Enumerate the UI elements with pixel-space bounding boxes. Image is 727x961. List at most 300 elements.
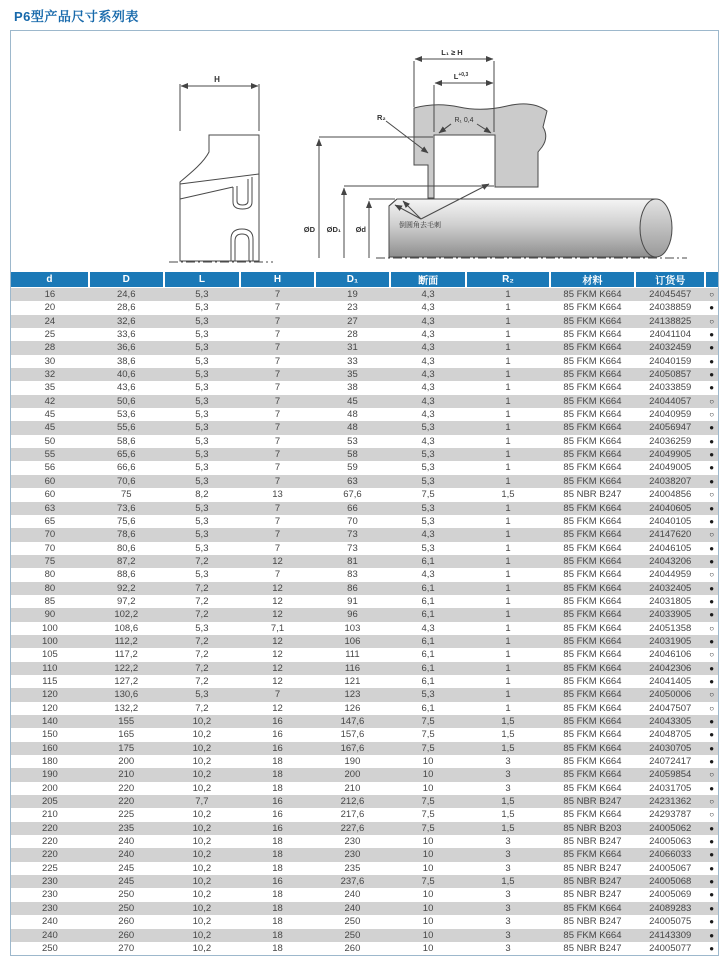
cell: 80 — [11, 568, 89, 581]
table-row — [11, 688, 718, 701]
cell: 85 FKM K664 — [550, 702, 636, 715]
stock-indicator: ○ — [705, 528, 718, 541]
cell: 121 — [315, 675, 390, 688]
stock-indicator: ● — [705, 742, 718, 755]
stock-indicator: ● — [705, 448, 718, 461]
cell: 10,2 — [164, 888, 240, 901]
cell: 4,3 — [390, 622, 466, 635]
stock-indicator: ● — [705, 902, 718, 915]
table-row — [11, 902, 718, 915]
cell: 24089283 — [635, 902, 705, 915]
cell: 87,2 — [89, 555, 164, 568]
cell: 10,2 — [164, 875, 240, 888]
cell: 24033859 — [635, 381, 705, 394]
cell: 73 — [315, 542, 390, 555]
stock-indicator: ● — [705, 368, 718, 381]
table-row — [11, 301, 718, 314]
table-row — [11, 328, 718, 341]
table-row — [11, 341, 718, 354]
cell: 205 — [11, 795, 89, 808]
cell: 100 — [11, 622, 89, 635]
cell: 10,2 — [164, 782, 240, 795]
column-header: 断面 — [390, 272, 466, 288]
cell: 1 — [466, 315, 549, 328]
cell: 12 — [240, 635, 315, 648]
stock-indicator: ● — [705, 728, 718, 741]
cell: 5,3 — [164, 341, 240, 354]
stock-indicator: ○ — [705, 288, 718, 302]
cell: 66 — [315, 502, 390, 515]
stock-indicator: ○ — [705, 768, 718, 781]
cell: 24045457 — [635, 288, 705, 302]
cell: 210 — [89, 768, 164, 781]
cell: 7 — [240, 355, 315, 368]
stock-indicator: ○ — [705, 395, 718, 408]
cell: 7 — [240, 515, 315, 528]
cell: 1 — [466, 395, 549, 408]
cell: 6,1 — [390, 702, 466, 715]
cell: 225 — [89, 808, 164, 821]
cell: 50 — [11, 435, 89, 448]
table-row — [11, 381, 718, 394]
cell: 1 — [466, 421, 549, 434]
cell: 12 — [240, 648, 315, 661]
cell: 7,5 — [390, 795, 466, 808]
table-row — [11, 315, 718, 328]
stock-indicator: ● — [705, 542, 718, 555]
cell: 200 — [315, 768, 390, 781]
cell: 3 — [466, 835, 549, 848]
cell: 24044959 — [635, 568, 705, 581]
cell: 18 — [240, 888, 315, 901]
cell: 7,5 — [390, 875, 466, 888]
stock-indicator: ○ — [705, 315, 718, 328]
cell: 165 — [89, 728, 164, 741]
l1-dimension-label: L₁ ≥ H — [441, 48, 463, 57]
cell: 85 FKM K664 — [550, 715, 636, 728]
cell: 7 — [240, 568, 315, 581]
cell: 85 FKM K664 — [550, 515, 636, 528]
cell: 12 — [240, 555, 315, 568]
cell: 16 — [240, 795, 315, 808]
cell: 5,3 — [164, 461, 240, 474]
cell: 7 — [240, 301, 315, 314]
cell: 212,6 — [315, 795, 390, 808]
cell: 190 — [11, 768, 89, 781]
cell: 24056947 — [635, 421, 705, 434]
cell: 85 FKM K664 — [550, 929, 636, 942]
cell: 1 — [466, 515, 549, 528]
cell: 33 — [315, 355, 390, 368]
cell: 5,3 — [164, 515, 240, 528]
cell: 5,3 — [164, 315, 240, 328]
cell: 10 — [390, 929, 466, 942]
cell: 24066033 — [635, 848, 705, 861]
cell: 70,6 — [89, 475, 164, 488]
od-label: ØD — [303, 225, 315, 234]
cell: 110 — [11, 662, 89, 675]
cell: 85 FKM K664 — [550, 662, 636, 675]
cell: 1 — [466, 328, 549, 341]
cell: 180 — [11, 755, 89, 768]
cell: 24040959 — [635, 408, 705, 421]
cell: 7 — [240, 288, 315, 302]
cell: 220 — [11, 835, 89, 848]
cell: 65,6 — [89, 448, 164, 461]
stock-indicator: ○ — [705, 808, 718, 821]
stock-indicator: ○ — [705, 648, 718, 661]
cell: 7 — [240, 381, 315, 394]
cell: 7,5 — [390, 715, 466, 728]
cell: 24041104 — [635, 328, 705, 341]
cell: 7 — [240, 328, 315, 341]
cell: 5,3 — [164, 328, 240, 341]
cell: 7,2 — [164, 582, 240, 595]
stock-indicator: ● — [705, 595, 718, 608]
table-row — [11, 835, 718, 848]
h-dimension-label: H — [214, 75, 220, 84]
cell: 3 — [466, 862, 549, 875]
cell: 3 — [466, 782, 549, 795]
cell: 5,3 — [390, 688, 466, 701]
cell: 12 — [240, 595, 315, 608]
table-row — [11, 488, 718, 501]
stock-indicator: ○ — [705, 408, 718, 421]
cell: 4,3 — [390, 395, 466, 408]
cell: 1 — [466, 288, 549, 302]
table-row — [11, 795, 718, 808]
cell: 65 — [11, 515, 89, 528]
cell: 112,2 — [89, 635, 164, 648]
cell: 1 — [466, 542, 549, 555]
cell: 63 — [11, 502, 89, 515]
cell: 18 — [240, 835, 315, 848]
cell: 56 — [11, 461, 89, 474]
cell: 85 FKM K664 — [550, 555, 636, 568]
cell: 60 — [11, 475, 89, 488]
cell: 12 — [240, 675, 315, 688]
cell: 48 — [315, 421, 390, 434]
cell: 18 — [240, 848, 315, 861]
cell: 10 — [390, 888, 466, 901]
cell: 100 — [11, 635, 89, 648]
cell: 18 — [240, 942, 315, 955]
stock-indicator: ● — [705, 355, 718, 368]
stock-indicator: ● — [705, 888, 718, 901]
cell: 7 — [240, 435, 315, 448]
cell: 10,2 — [164, 715, 240, 728]
cell: 24044057 — [635, 395, 705, 408]
cell: 5,3 — [164, 568, 240, 581]
cell: 270 — [89, 942, 164, 955]
cell: 7,7 — [164, 795, 240, 808]
stock-indicator: ● — [705, 502, 718, 515]
cell: 24005069 — [635, 888, 705, 901]
cell: 33,6 — [89, 328, 164, 341]
table-row — [11, 875, 718, 888]
cell: 85 FKM K664 — [550, 461, 636, 474]
cell: 85 FKM K664 — [550, 341, 636, 354]
cell: 147,6 — [315, 715, 390, 728]
page-title: P6型产品尺寸系列表 — [14, 9, 139, 24]
cell: 237,6 — [315, 875, 390, 888]
cell: 28 — [315, 328, 390, 341]
cell: 85 FKM K664 — [550, 381, 636, 394]
table-row — [11, 808, 718, 821]
cell: 10 — [390, 782, 466, 795]
cell: 225 — [11, 862, 89, 875]
cell: 175 — [89, 742, 164, 755]
cell: 7,5 — [390, 822, 466, 835]
cell: 16 — [240, 715, 315, 728]
cell: 24293787 — [635, 808, 705, 821]
cell: 85 FKM K664 — [550, 301, 636, 314]
cell: 1 — [466, 368, 549, 381]
cell: 24 — [11, 315, 89, 328]
cell: 73 — [315, 528, 390, 541]
cell: 85 FKM K664 — [550, 328, 636, 341]
stock-indicator: ● — [705, 782, 718, 795]
stock-indicator: ● — [705, 942, 718, 955]
cell: 7,5 — [390, 488, 466, 501]
cell: 7,2 — [164, 675, 240, 688]
cell: 1,5 — [466, 728, 549, 741]
cell: 157,6 — [315, 728, 390, 741]
cell: 3 — [466, 902, 549, 915]
cell: 10 — [390, 848, 466, 861]
cell: 24031705 — [635, 782, 705, 795]
cell: 4,3 — [390, 328, 466, 341]
cell: 230 — [315, 848, 390, 861]
cell: 1 — [466, 355, 549, 368]
cell: 10,2 — [164, 848, 240, 861]
cell: 12 — [240, 662, 315, 675]
cell: 7 — [240, 502, 315, 515]
cell: 4,3 — [390, 315, 466, 328]
cell: 24046105 — [635, 542, 705, 555]
table-row — [11, 768, 718, 781]
table-row — [11, 728, 718, 741]
stock-indicator: ● — [705, 582, 718, 595]
cell: 105 — [11, 648, 89, 661]
stock-indicator: ● — [705, 515, 718, 528]
cell: 220 — [11, 822, 89, 835]
table-row — [11, 782, 718, 795]
table-row — [11, 848, 718, 861]
cell: 24041405 — [635, 675, 705, 688]
cell: 24043206 — [635, 555, 705, 568]
cell: 1 — [466, 528, 549, 541]
cell: 5,3 — [390, 475, 466, 488]
cell: 230 — [11, 902, 89, 915]
cell: 116 — [315, 662, 390, 675]
stock-indicator: ● — [705, 421, 718, 434]
cell: 4,3 — [390, 408, 466, 421]
cell: 120 — [11, 688, 89, 701]
table-row — [11, 502, 718, 515]
cell: 7 — [240, 395, 315, 408]
cell: 24038207 — [635, 475, 705, 488]
cell: 28,6 — [89, 301, 164, 314]
column-header — [705, 272, 718, 288]
cell: 24031905 — [635, 635, 705, 648]
cell: 18 — [240, 915, 315, 928]
cell: 18 — [240, 862, 315, 875]
stock-indicator: ● — [705, 555, 718, 568]
table-row — [11, 542, 718, 555]
cell: 217,6 — [315, 808, 390, 821]
stock-indicator: ● — [705, 662, 718, 675]
cell: 85 — [11, 595, 89, 608]
stock-indicator: ● — [705, 915, 718, 928]
stock-indicator: ● — [705, 862, 718, 875]
cell: 6,1 — [390, 595, 466, 608]
cell: 24046106 — [635, 648, 705, 661]
cell: 260 — [315, 942, 390, 955]
cell: 85 FKM K664 — [550, 622, 636, 635]
cell: 5,3 — [390, 502, 466, 515]
cell: 16 — [240, 808, 315, 821]
cell: 3 — [466, 768, 549, 781]
cell: 230 — [11, 875, 89, 888]
cell: 155 — [89, 715, 164, 728]
cell: 1 — [466, 461, 549, 474]
cell: 53,6 — [89, 408, 164, 421]
cell: 85 FKM K664 — [550, 568, 636, 581]
cell: 1,5 — [466, 808, 549, 821]
cell: 75 — [89, 488, 164, 501]
cell: 7,2 — [164, 702, 240, 715]
cell: 24005068 — [635, 875, 705, 888]
column-header: D₁ — [315, 272, 390, 288]
cell: 250 — [89, 888, 164, 901]
cell: 5,3 — [164, 528, 240, 541]
cell: 10,2 — [164, 742, 240, 755]
cell: 88,6 — [89, 568, 164, 581]
cell: 6,1 — [390, 555, 466, 568]
cell: 86 — [315, 582, 390, 595]
cell: 25 — [11, 328, 89, 341]
cell: 4,3 — [390, 528, 466, 541]
cell: 18 — [240, 755, 315, 768]
cell: 127,2 — [89, 675, 164, 688]
cell: 1 — [466, 555, 549, 568]
cell: 103 — [315, 622, 390, 635]
deburr-note: 倒圆角去毛刺 — [399, 222, 441, 229]
table-body — [11, 288, 718, 956]
cell: 5,3 — [164, 502, 240, 515]
dimension-table — [11, 272, 718, 955]
cell: 16 — [240, 742, 315, 755]
cell: 240 — [89, 848, 164, 861]
cell: 7,5 — [390, 808, 466, 821]
r1-label: R₁ 0,4 — [454, 117, 474, 124]
cell: 85 FKM K664 — [550, 848, 636, 861]
cell: 240 — [315, 888, 390, 901]
cell: 200 — [89, 755, 164, 768]
cell: 85 FKM K664 — [550, 368, 636, 381]
cell: 55,6 — [89, 421, 164, 434]
r2-label: R₂ — [377, 113, 386, 122]
cell: 7,2 — [164, 595, 240, 608]
cell: 75 — [11, 555, 89, 568]
cell: 6,1 — [390, 662, 466, 675]
cell: 10,2 — [164, 862, 240, 875]
cell: 20 — [11, 301, 89, 314]
cell: 19 — [315, 288, 390, 302]
table-row — [11, 702, 718, 715]
cell: 85 FKM K664 — [550, 782, 636, 795]
cell: 5,3 — [390, 542, 466, 555]
cell: 240 — [11, 915, 89, 928]
cell: 4,3 — [390, 568, 466, 581]
cell: 210 — [11, 808, 89, 821]
cell: 90 — [11, 608, 89, 621]
cell: 48 — [315, 408, 390, 421]
cell: 24005075 — [635, 915, 705, 928]
cell: 83 — [315, 568, 390, 581]
cell: 24049005 — [635, 461, 705, 474]
cell: 85 FKM K664 — [550, 648, 636, 661]
cell: 85 NBR B247 — [550, 862, 636, 875]
stock-indicator: ● — [705, 835, 718, 848]
cell: 7,5 — [390, 742, 466, 755]
cell: 1,5 — [466, 488, 549, 501]
cell: 3 — [466, 888, 549, 901]
column-header: 订货号 — [635, 272, 705, 288]
cell: 92,2 — [89, 582, 164, 595]
cell: 24040605 — [635, 502, 705, 515]
cell: 85 NBR B247 — [550, 915, 636, 928]
cell: 240 — [315, 902, 390, 915]
table-row — [11, 475, 718, 488]
cell: 1 — [466, 675, 549, 688]
cell: 24040159 — [635, 355, 705, 368]
cell: 85 NBR B247 — [550, 888, 636, 901]
cell: 75,6 — [89, 515, 164, 528]
cell: 85 FKM K664 — [550, 315, 636, 328]
cell: 5,3 — [390, 421, 466, 434]
cell: 24050857 — [635, 368, 705, 381]
cell: 24047507 — [635, 702, 705, 715]
header-row — [11, 272, 718, 288]
cell: 1 — [466, 688, 549, 701]
table-row — [11, 862, 718, 875]
table-row — [11, 395, 718, 408]
l-dimension-label: $L^{+0,3}$ — [453, 72, 469, 81]
cell: 5,3 — [164, 355, 240, 368]
cell: 10,2 — [164, 915, 240, 928]
stock-indicator: ● — [705, 848, 718, 861]
cell: 7,2 — [164, 648, 240, 661]
seal-profile-outline — [180, 135, 259, 261]
cell: 32,6 — [89, 315, 164, 328]
cell: 67,6 — [315, 488, 390, 501]
cell: 1 — [466, 301, 549, 314]
cell: 85 FKM K664 — [550, 542, 636, 555]
cell: 230 — [315, 835, 390, 848]
cell: 10 — [390, 755, 466, 768]
cell: 210 — [315, 782, 390, 795]
cell: 5,3 — [164, 622, 240, 635]
cell: 4,3 — [390, 435, 466, 448]
cell: 85 FKM K664 — [550, 408, 636, 421]
cell: 24005067 — [635, 862, 705, 875]
cell: 250 — [315, 915, 390, 928]
cell: 24049905 — [635, 448, 705, 461]
cell: 38 — [315, 381, 390, 394]
cell: 85 FKM K664 — [550, 768, 636, 781]
